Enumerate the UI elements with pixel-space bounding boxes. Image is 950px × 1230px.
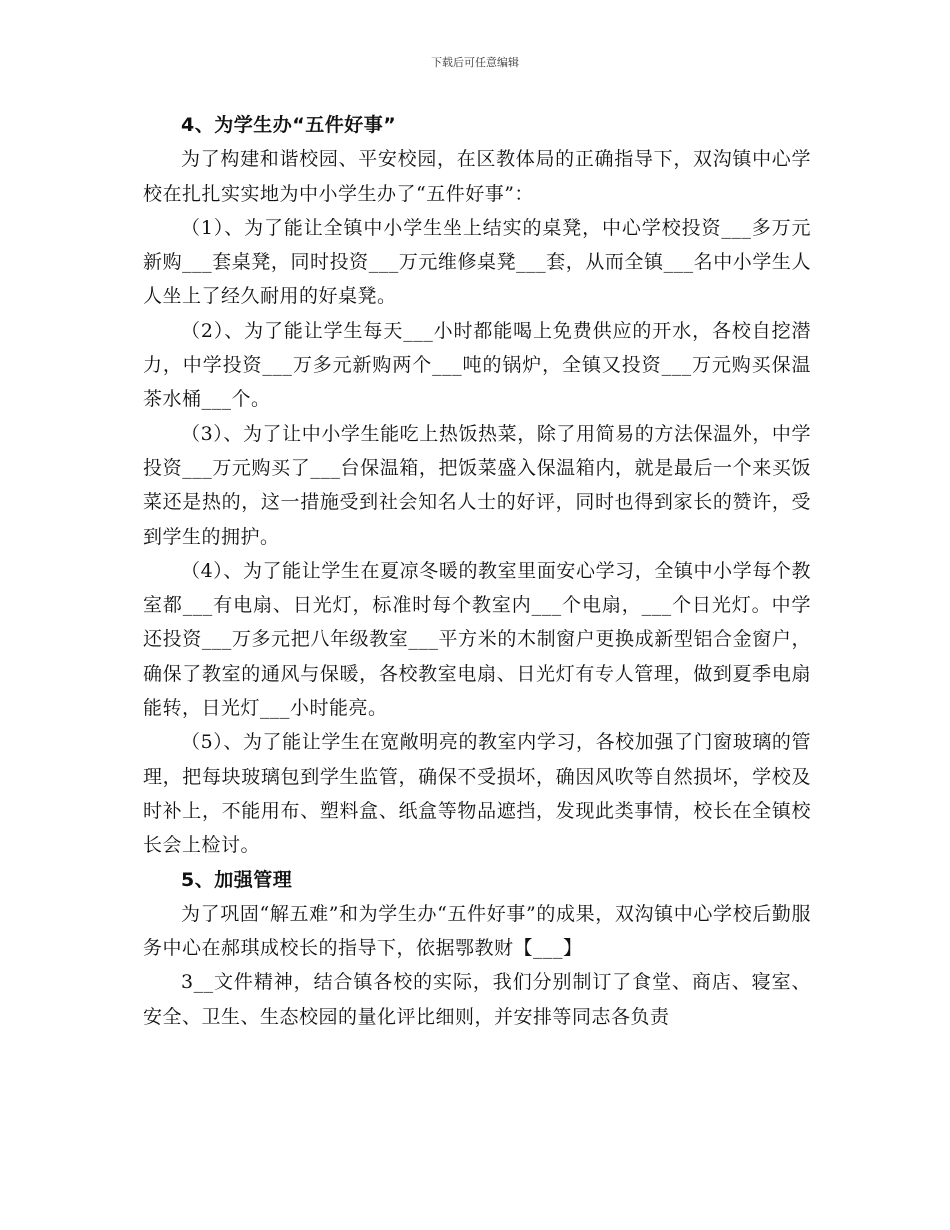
header-note: 下载后可任意编辑 xyxy=(431,56,519,69)
section-5-heading: 5、加强管理 xyxy=(181,868,293,891)
section-4-item-4: （4）、为了能让学生在夏凉冬暖的教室里面安心学习，全镇中小学每个教室都___有电扇、日光灯，标准时每个教室内___个电扇，___个日光灯。中学还投资___万多元把八年级教室___平方米的木制窗户更换成新型铝合金窗户，确保了教室的通风与保暖，各校教室电扇、日光灯有专人管理，做到夏季电扇能转，日光灯___小时能亮。 xyxy=(143,559,811,720)
section-4-item-3: （3）、为了让中小学生能吃上热饭热菜，除了用简易的方法保温外，中学投资___万元购买了___台保温箱，把饭菜盛入保温箱内，就是最后一个来买饭菜还是热的，这一措施受到社会知名人士的好评，同时也得到家长的赞许，受到学生的拥护。 xyxy=(143,422,811,548)
section-4-intro: 为了构建和谐校园、平安校园，在区教体局的正确指导下，双沟镇中心学校在扎扎实实地为中小学生办了“五件好事”： xyxy=(143,148,811,205)
document-body xyxy=(143,108,811,1034)
section-4-heading: 4、为学生办“五件好事” xyxy=(181,114,397,136)
section-4-item-2: （2）、为了能让学生每天___小时都能喝上免费供应的开水，各校自挖潜力，中学投资___万多元新购两个___吨的锅炉，全镇又投资___万元购买保温茶水桶___个。 xyxy=(143,319,811,411)
section-5-para-1: 为了巩固“解五难”和为学生办“五件好事”的成果，双沟镇中心学校后勤服务中心在郝琪成校长的指导下，依据鄂教财【___】 xyxy=(143,902,811,960)
section-4-item-5: （5）、为了能让学生在宽敞明亮的教室内学习，各校加强了门窗玻璃的管理，把每块玻璃包到学生监管，确保不受损坏，确因风吹等自然损坏，学校及时补上，不能用布、塑料盒、纸盒等物品遮挡，发现此类事情，校长在全镇校长会上检讨。 xyxy=(143,731,811,857)
section-5-para-2: 3__文件精神，结合镇各校的实际，我们分别制订了食堂、商店、寝室、安全、卫生、生态校园的量化评比细则，并安排等同志各负责 xyxy=(143,971,811,1028)
section-4-item-1: （1）、为了能让全镇中小学生坐上结实的桌凳，中心学校投资___多万元新购___套桌凳，同时投资___万元维修桌凳___套，从而全镇___名中小学生人人坐上了经久耐用的好桌凳。 xyxy=(143,216,811,308)
